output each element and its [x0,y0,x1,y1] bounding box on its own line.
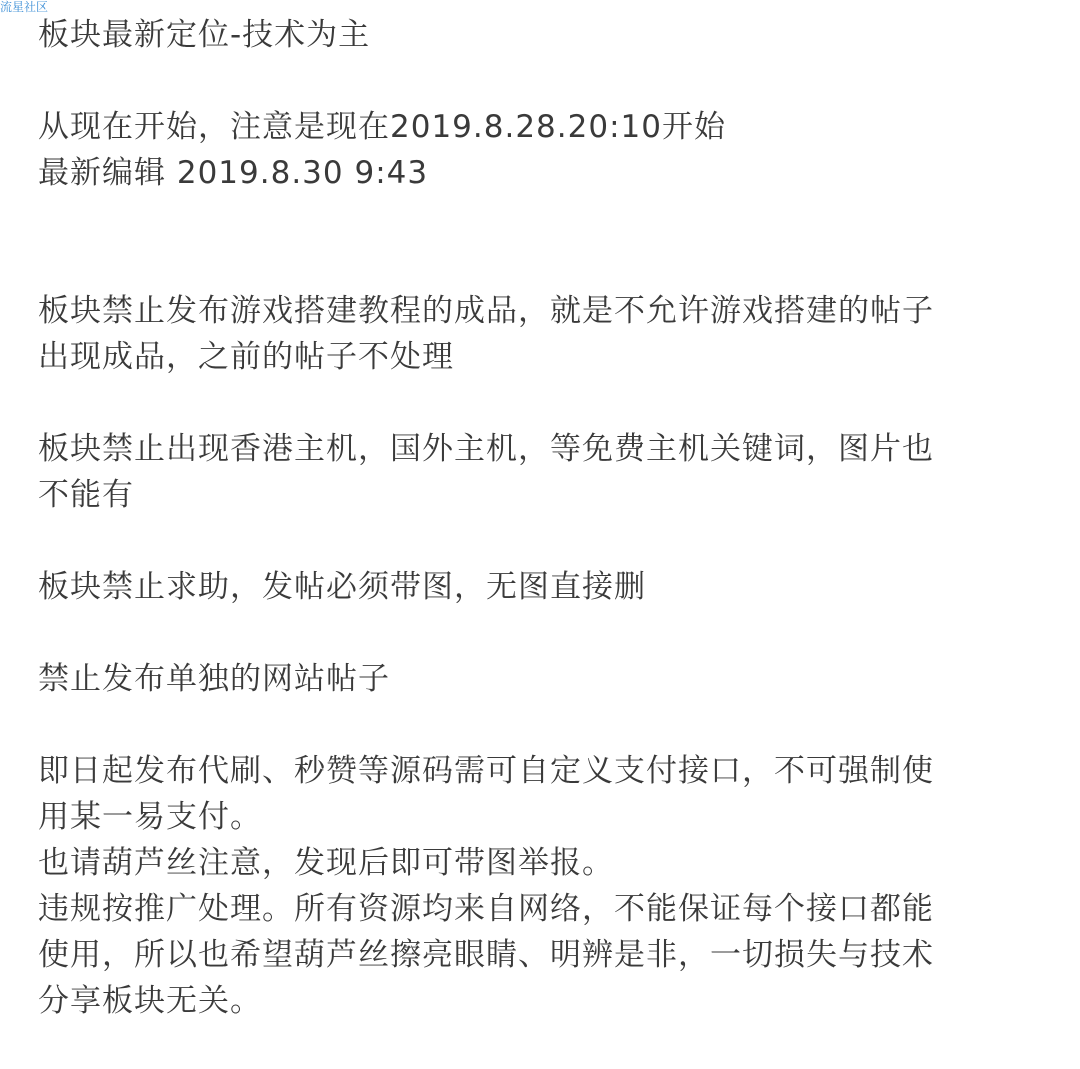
rule-2-line-2: 不能有 [38,477,134,513]
rule-5-line-6: 分享板块无关。 [38,983,262,1019]
announcement-body [38,12,1028,1024]
rule-5-line-1: 即日起发布代刷、秒赞等源码需可自定义支付接口，不可强制使 [38,753,934,789]
last-edit: 最新编辑 2019.8.30 9:43 [38,155,429,191]
rule-1-line-2: 出现成品，之前的帖子不处理 [38,339,454,375]
announcement-title: 板块最新定位-技术为主 [38,17,371,53]
rule-5-line-4: 违规按推广处理。所有资源均来自网络，不能保证每个接口都能 [38,891,934,927]
spacer [38,610,1028,656]
rule-4-line-1: 禁止发布单独的网站帖子 [38,661,390,697]
spacer [38,518,1028,564]
spacer [38,196,1028,288]
rule-2-line-1: 板块禁止出现香港主机，国外主机，等免费主机关键词，图片也 [38,431,934,467]
rule-3-line-1: 板块禁止求助，发帖必须带图，无图直接删 [38,569,646,605]
spacer [38,58,1028,104]
start-notice: 从现在开始，注意是现在2019.8.28.20:10开始 [38,109,726,145]
spacer [38,380,1028,426]
watermark-text: 流星社区 [0,0,49,14]
spacer [38,702,1028,748]
rule-5-line-5: 使用，所以也希望葫芦丝擦亮眼睛、明辨是非，一切损失与技术 [38,937,934,973]
rule-5-line-2: 用某一易支付。 [38,799,262,835]
rule-5-line-3: 也请葫芦丝注意，发现后即可带图举报。 [38,845,614,881]
rule-1-line-1: 板块禁止发布游戏搭建教程的成品，就是不允许游戏搭建的帖子 [38,293,934,329]
